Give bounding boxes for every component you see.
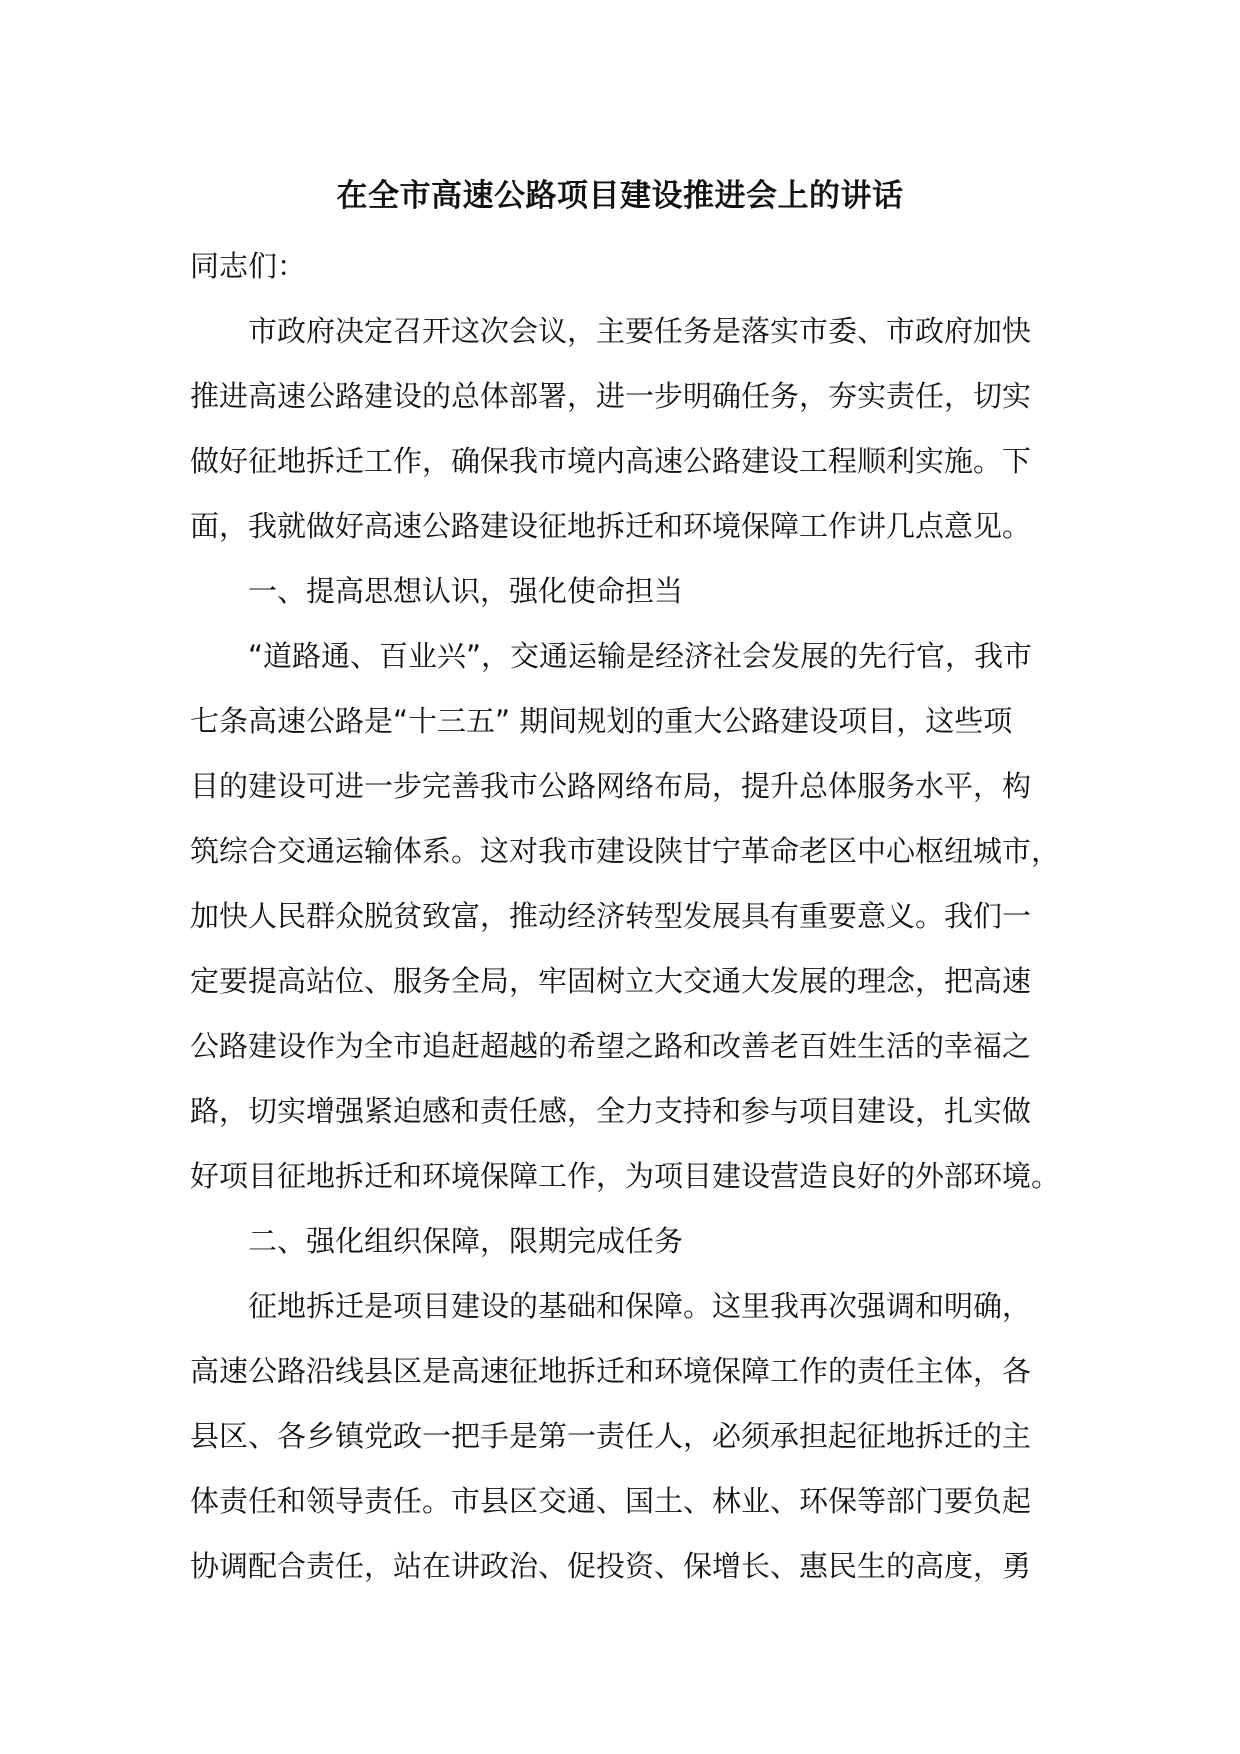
paragraph-section-1	[190, 624, 1060, 1209]
paragraph-line: 体责任和领导责任。市县区交通、国土、林业、环保等部门要负起	[190, 1484, 1032, 1518]
paragraph-line: 筑综合交通运输体系。这对我市建设陕甘宁革命老区中心枢纽城市，	[190, 834, 1061, 868]
paragraph-line: 做好征地拆迁工作，确保我市境内高速公路建设工程顺利实施。下	[190, 444, 1032, 478]
paragraph-line: 征地拆迁是项目建设的基础和保障。这里我再次强调和明确，	[248, 1289, 1032, 1323]
paragraph-line: 定要提高站位、服务全局，牢固树立大交通大发展的理念，把高速	[190, 964, 1032, 998]
salutation: 同志们：	[190, 249, 307, 283]
section-heading-1	[190, 559, 1060, 624]
paragraph-line: “道路通、百业兴”，交通运输是经济社会发展的先行官，我市	[248, 639, 1033, 673]
paragraph-line: 目的建设可进一步完善我市公路网络布局，提升总体服务水平，构	[190, 769, 1032, 803]
paragraph-line: 高速公路沿线县区是高速征地拆迁和环境保障工作的责任主体，各	[190, 1354, 1032, 1388]
paragraph-line: 七条高速公路是“十三五” 期间规划的重大公路建设项目，这些项	[190, 704, 1013, 738]
paragraph-line: 公路建设作为全市追赶超越的希望之路和改善老百姓生活的幸福之	[190, 1029, 1032, 1063]
paragraph-line: 市政府决定召开这次会议，主要任务是落实市委、市政府加快	[248, 314, 1032, 348]
paragraph-line: 协调配合责任，站在讲政治、促投资、保增长、惠民生的高度，勇	[190, 1549, 1032, 1583]
section-heading-text: 二、强化组织保障，限期完成任务	[248, 1224, 684, 1258]
document-body	[190, 175, 1060, 1599]
section-heading-2	[190, 1209, 1060, 1274]
paragraph-line: 面，我就做好高速公路建设征地拆迁和环境保障工作讲几点意见。	[190, 509, 1032, 543]
paragraph-line: 县区、各乡镇党政一把手是第一责任人，必须承担起征地拆迁的主	[190, 1419, 1032, 1453]
section-heading-text: 一、提高思想认识，强化使命担当	[248, 574, 684, 608]
paragraph-line: 路，切实增强紧迫感和责任感，全力支持和参与项目建设，扎实做	[190, 1094, 1032, 1128]
paragraph-line: 加快人民群众脱贫致富，推动经济转型发展具有重要意义。我们一	[190, 899, 1032, 933]
paragraph-line: 推进高速公路建设的总体部署，进一步明确任务，夯实责任，切实	[190, 379, 1032, 413]
paragraph-intro	[190, 299, 1060, 559]
paragraph-line: 好项目征地拆迁和环境保障工作，为项目建设营造良好的外部环境。	[190, 1159, 1061, 1193]
document-title: 在全市高速公路项目建设推进会上的讲话	[336, 178, 904, 214]
paragraph-section-2	[190, 1274, 1060, 1599]
